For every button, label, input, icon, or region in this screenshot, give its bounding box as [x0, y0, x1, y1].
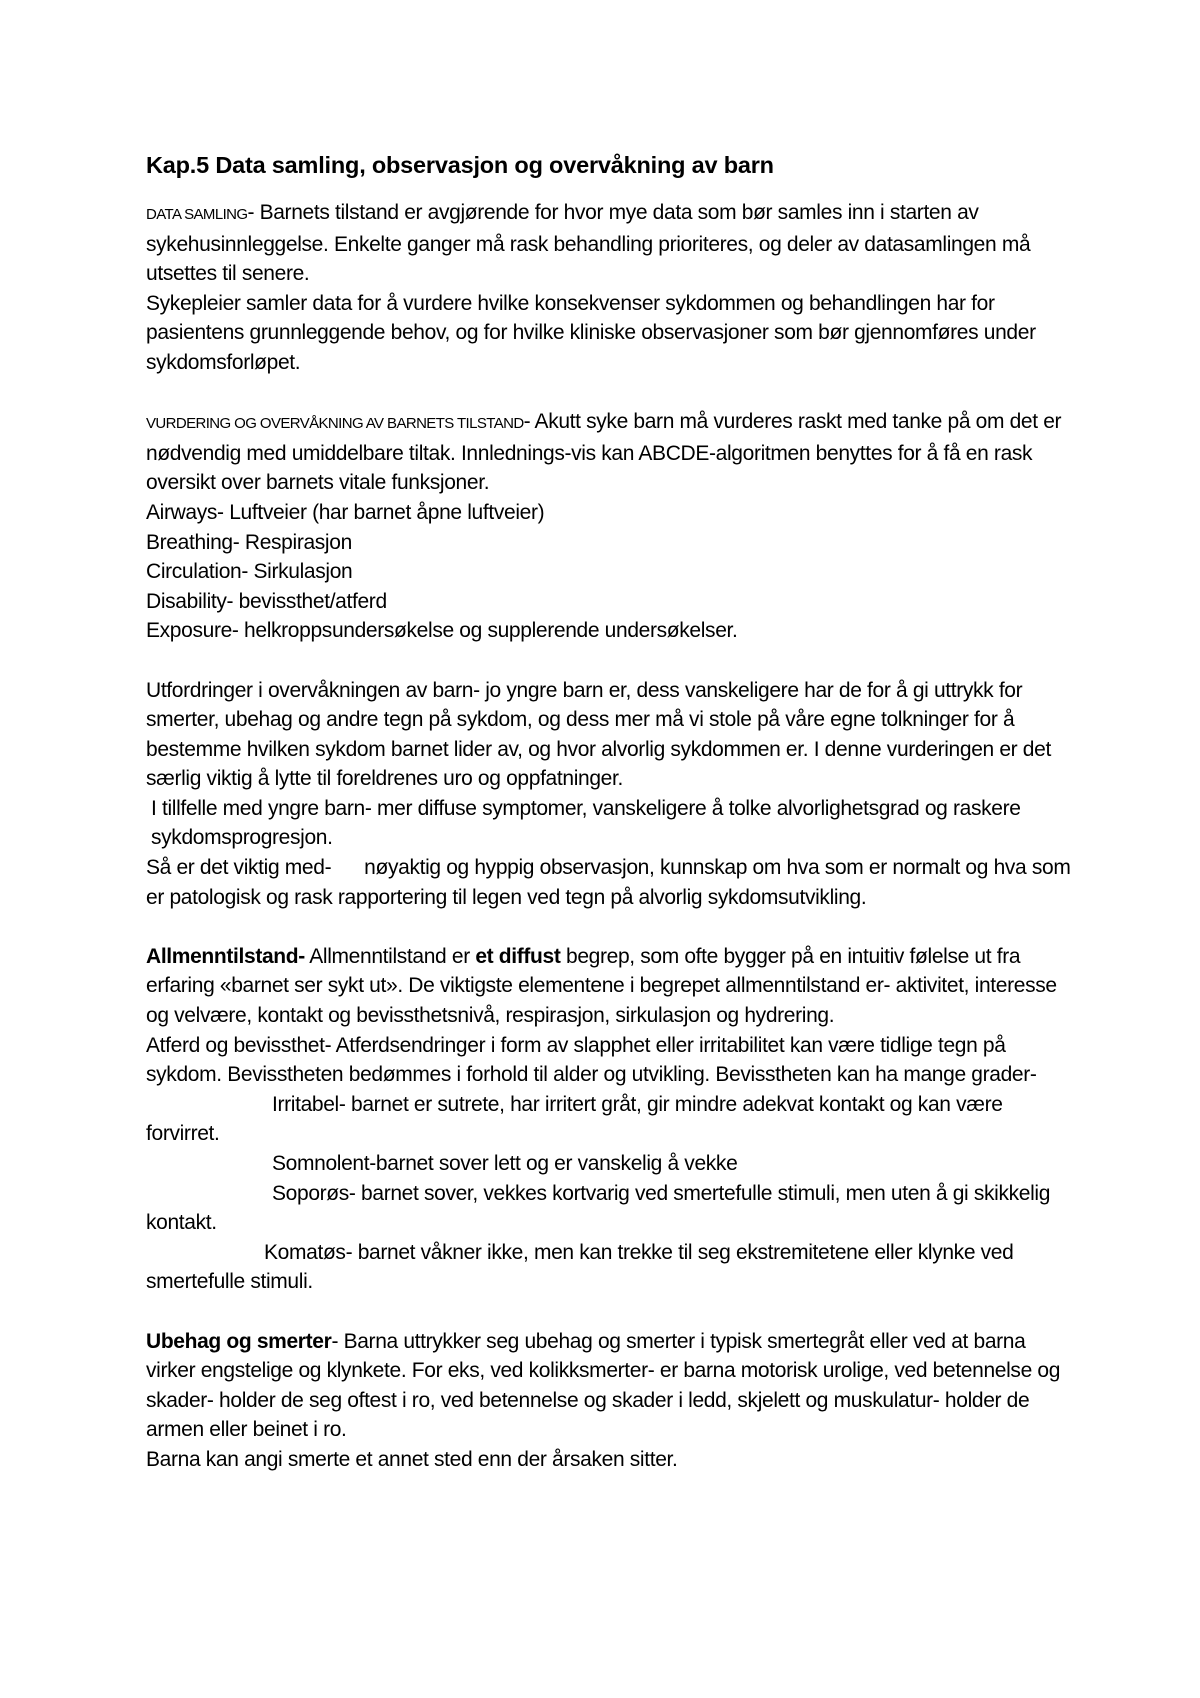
level-soporos	[146, 1179, 1076, 1238]
list-item-breathing: Breathing- Respirasjon	[146, 530, 352, 554]
section-label-allmenntilstand: Allmenntilstand-	[146, 944, 305, 968]
level-komatos	[146, 1238, 1076, 1297]
level-somnolent	[146, 1149, 1076, 1179]
paragraph-viktig-med	[146, 853, 1076, 912]
paragraph-smerte-sted: Barna kan angi smerte et annet sted enn der årsaken sitter.	[146, 1447, 678, 1471]
paragraph-sykepleier: Sykepleier samler data for å vurdere hvilke konsekvenser sykdommen og behandlingen har for pasientens grunnleggende behov, og for hvilke kliniske observasjoner som bør gjennomføres under sykdomsforløpet.	[146, 291, 1036, 374]
paragraph-vurdering	[146, 407, 1076, 498]
paragraph-text: Så er det viktig med-	[146, 856, 332, 880]
paragraph-atferd: Atferd og bevissthet- Atferdsendringer i form av slapphet eller irritabilitet kan være tidlige tegn på sykdom. Bevisstheten bedømmes i forhold til alder og utvikling. Bevisstheten kan ha mange grader-	[146, 1033, 1037, 1087]
page-title: Kap.5 Data samling, observasjon og overvåkning av barn	[146, 152, 774, 178]
paragraph-text: nøyaktig og hyppig observasjon, kunnskap om hva som er normalt og hva som er patologisk og rask rapportering til legen ved tegn på alvorlig sykdomsutvikling.	[146, 856, 1071, 909]
paragraph-text: - Akutt syke barn må vurderes raskt med tanke på om det er nødvendig med umiddelbare tiltak. Innlednings-vis kan ABCDE-algoritmen benyttes for å få en rask oversikt over barnets vitale funksjoner.	[146, 410, 1062, 495]
list-item-exposure: Exposure- helkroppsundersøkelse og supplerende undersøkelser.	[146, 619, 738, 643]
list-item-disability: Disability- bevissthet/atferd	[146, 589, 387, 613]
list-item-airways: Airways- Luftveier (har barnet åpne luftveier)	[146, 500, 545, 524]
paragraph-text: Irritabel- barnet er sutrete, har irritert gråt, gir mindre adekvat kontakt og kan være forvirret.	[146, 1092, 1003, 1146]
paragraph-text: Komatøs- barnet våkner ikke, men kan trekke til seg ekstremitetene eller klynke ved smertefulle stimuli.	[146, 1240, 1014, 1294]
paragraph-text: Soporøs- barnet sover, vekkes kortvarig ved smertefulle stimuli, men uten å gi skikkelig kontakt.	[146, 1181, 1051, 1235]
indent	[146, 1241, 264, 1264]
spacer	[146, 646, 1076, 676]
paragraph-ubehag	[146, 1327, 1076, 1445]
paragraph-data-samling	[146, 198, 1076, 289]
list-item-circulation: Circulation- Sirkulasjon	[146, 560, 353, 584]
paragraph-text: - Barnets tilstand er avgjørende for hvor mye data som bør samles inn i starten av sykehusinnleggelse. Enkelte ganger må rask behandling prioriteres, og deler av datasamlingen må utsettes til senere.	[146, 201, 1031, 286]
section-label-vurdering: VURDERING OG OVERVÅKNING AV BARNETS TILSTAND	[146, 415, 524, 433]
section-label-ubehag: Ubehag og smerter	[146, 1329, 332, 1353]
spacer	[146, 1297, 1076, 1327]
emphasis-text: et diffust	[475, 944, 561, 968]
paragraph-text: Allmenntilstand er	[304, 944, 476, 968]
indent	[146, 1093, 272, 1116]
paragraph-utfordringer: Utfordringer i overvåkningen av barn- jo yngre barn er, dess vanskeligere har de for å gi uttrykk for smerter, ubehag og andre tegn på sykdom, og dess mer må vi stole på våre egne tolkninger for å bestemme hvilken sykdom barnet lider av, og hvor alvorlig sykdommen er. I denne vurderingen er det særlig viktig å lytte til foreldrenes uro og oppfatninger.	[146, 678, 1051, 791]
section-label-data-samling: DATA SAMLING	[146, 206, 248, 223]
paragraph-text: begrep, som ofte bygger på en intuitiv følelse ut fra erfaring «barnet ser sykt ut». De viktigste elementene i begrepet allmenntilstand er- aktivitet, interesse og velvære, kontakt og bevissthetsnivå, respirasjon, sirkulasjon og hydrering.	[146, 944, 1057, 1028]
spacer	[146, 378, 1076, 408]
level-irritabel	[146, 1090, 1076, 1149]
paragraph-allmenntilstand	[146, 942, 1076, 1031]
indent	[146, 1182, 272, 1205]
spacer	[146, 912, 1076, 942]
document-body	[146, 148, 1076, 1475]
paragraph-text: - Barna uttrykker seg ubehag og smerter i typisk smertegråt eller ved at barna virker engstelige og klynkete. For eks, ved kolikksmerter- er barna motorisk urolige, ved betennelse og skader- holder de seg oftest i ro, ved betennelse og skader i ledd, skjelett og muskulatur- holder de armen eller beinet i ro.	[146, 1329, 1061, 1442]
paragraph-yngre-barn: I tillfelle med yngre barn- mer diffuse symptomer, vanskeligere å tolke alvorlighetsgrad og raskere sykdomsprogresjon.	[151, 796, 1021, 850]
indent	[146, 1152, 272, 1175]
paragraph-text: Somnolent-barnet sover lett og er vanskelig å vekke	[272, 1152, 738, 1175]
